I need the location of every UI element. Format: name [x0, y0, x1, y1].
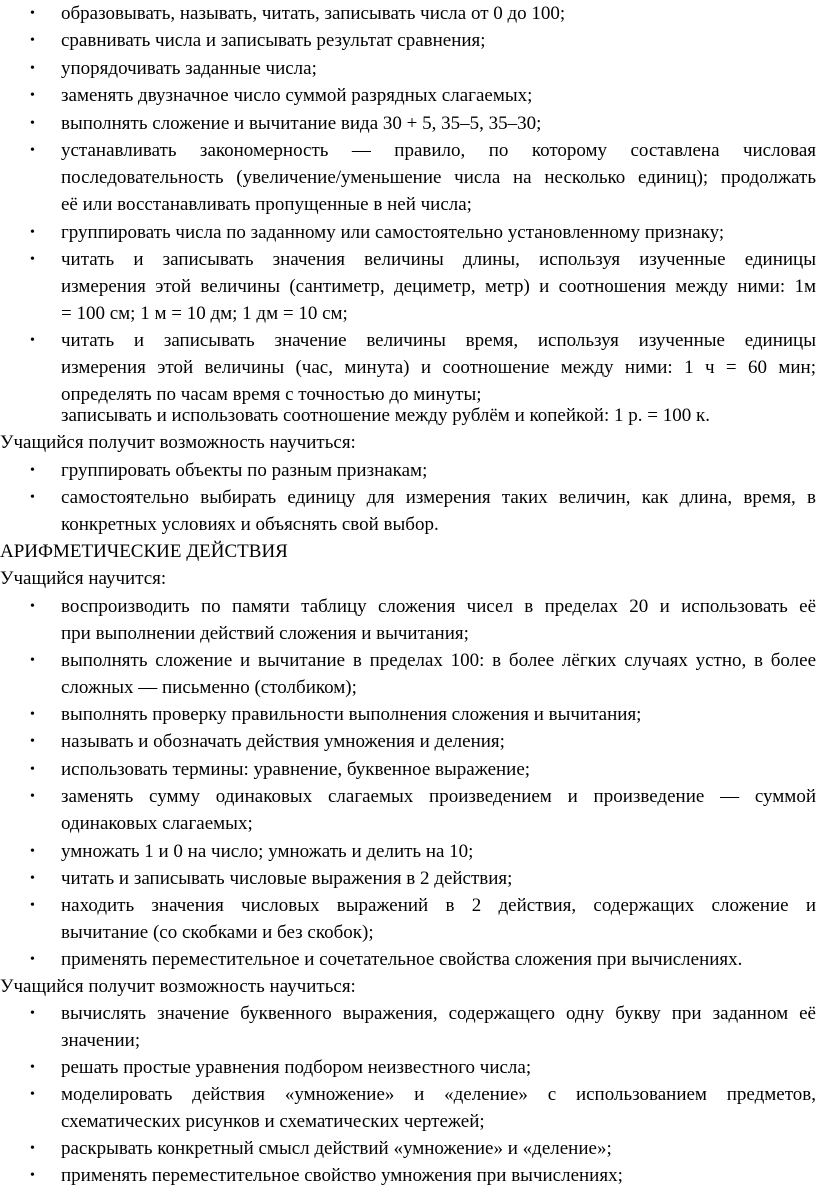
bullet-icon: • [30, 789, 35, 804]
list-item [0, 55, 816, 82]
list-item-text: самостоятельно выбирать единицу для измерения таких величин, как длина, время, в [61, 487, 816, 508]
list-item-text: выполнять сложение и вычитание вида 30 + 5, 35–5, 35–30; [61, 113, 542, 134]
list-item [0, 219, 816, 246]
bullet-icon: • [30, 1168, 35, 1183]
list-item-text: заменять сумму одинаковых слагаемых произведением и произведение — суммой [61, 786, 816, 807]
list-item [0, 1054, 816, 1081]
bullet-icon: • [30, 88, 35, 103]
list-item-text: = 100 см; 1 м = 10 дм; 1 дм = 10 см; [61, 303, 348, 324]
list-item [0, 137, 816, 218]
list-item-text: моделировать действия «умножение» и «деление» с использованием предметов, [61, 1084, 816, 1105]
bullet-icon: • [30, 225, 35, 240]
list-item-text: конкретных условиях и объяснять свой выбор. [61, 514, 439, 535]
bullet-icon: • [30, 1006, 35, 1021]
list-item [0, 484, 816, 538]
list-item-text: называть и обозначать действия умножения и деления; [61, 731, 505, 752]
bullet-icon: • [30, 653, 35, 668]
list-item-text: определять по часам время с точностью до минуты; [61, 384, 482, 405]
list-item-text: применять переместительное и сочетательное свойства сложения при вычислениях. [61, 949, 743, 970]
list-item-text: заменять двузначное число суммой разрядных слагаемых; [61, 85, 533, 106]
list-item [0, 892, 816, 946]
list-item [0, 838, 816, 865]
list-item [0, 728, 816, 755]
list-item-text: сравнивать числа и записывать результат сравнения; [61, 30, 486, 51]
bullet-icon: • [30, 333, 35, 348]
bullet-icon: • [30, 707, 35, 722]
list-item-text: вычитание (со скобками и без скобок); [61, 922, 374, 943]
list-item [0, 27, 816, 54]
list-item-text: раскрывать конкретный смысл действий «умножение» и «деление»; [61, 1138, 612, 1159]
list-item [0, 1135, 816, 1162]
list-item-text: измерения этой величины (сантиметр, дециметр, метр) и соотношения между ними: 1м [61, 276, 816, 297]
bullet-icon: • [30, 1060, 35, 1075]
list-item-text: устанавливать закономерность — правило, по которому составлена числовая [61, 140, 816, 161]
bullet-icon: • [30, 734, 35, 749]
bullet-icon: • [30, 490, 35, 505]
list-item-text: воспроизводить по памяти таблицу сложения чисел в пределах 20 и использовать её [61, 596, 816, 617]
subsection-label: Учащийся получит возможность научиться: [0, 432, 356, 453]
bullet-icon: • [30, 252, 35, 267]
list-item [0, 110, 816, 137]
bullet-icon: • [30, 952, 35, 967]
bullet-icon: • [30, 61, 35, 76]
list-item-text: значении; [61, 1030, 141, 1051]
bullet-icon: • [30, 599, 35, 614]
list-item [0, 593, 816, 647]
bullet-icon: • [30, 844, 35, 859]
list-item-text: умножать 1 и 0 на число; умножать и делить на 10; [61, 841, 474, 862]
bullet-icon: • [30, 871, 35, 886]
subsection-label: Учащийся научится: [0, 568, 167, 589]
list-item [0, 1081, 816, 1135]
bullet-icon: • [30, 116, 35, 131]
list-item [0, 457, 816, 484]
list-item [0, 701, 816, 728]
list-item [0, 756, 816, 783]
list-item [0, 783, 816, 837]
bullet-icon: • [30, 6, 35, 21]
bullet-icon: • [30, 463, 35, 478]
paragraph-line: записывать и использовать соотношение между рублём и копейкой: 1 р. = 100 к. [61, 405, 710, 426]
list-item-text: сложных — письменно (столбиком); [61, 677, 357, 698]
list-item-text: одинаковых слагаемых; [61, 813, 253, 834]
bullet-icon: • [30, 143, 35, 158]
list-item [0, 0, 816, 27]
list-item-text: находить значения числовых выражений в 2 действия, содержащих сложение и [61, 895, 816, 916]
list-item-text: при выполнении действий сложения и вычитания; [61, 623, 469, 644]
list-item [0, 1162, 816, 1189]
list-item-text: вычислять значение буквенного выражения, содержащего одну букву при заданном её [61, 1003, 816, 1024]
list-item [0, 327, 816, 408]
subsection-label: Учащийся получит возможность научиться: [0, 976, 356, 997]
list-item-text: схематических рисунков и схематических чертежей; [61, 1111, 485, 1132]
list-item-text: группировать объекты по разным признакам; [61, 460, 428, 481]
list-item-text: читать и записывать значения величины длины, используя изученные единицы [61, 249, 816, 270]
list-item [0, 246, 816, 327]
list-item-text: выполнять сложение и вычитание в пределах 100: в более лёгких случаях устно, в более [61, 650, 816, 671]
list-item-text: применять переместительное свойство умножения при вычислениях; [61, 1165, 623, 1186]
bullet-icon: • [30, 762, 35, 777]
list-item-text: измерения этой величины (час, минута) и соотношение между ними: 1 ч = 60 мин; [61, 357, 816, 378]
list-item-text: решать простые уравнения подбором неизвестного числа; [61, 1057, 532, 1078]
list-item-text: использовать термины: уравнение, буквенное выражение; [61, 759, 531, 780]
list-item [0, 647, 816, 701]
bullet-icon: • [30, 33, 35, 48]
list-item-text: читать и записывать значение величины время, используя изученные единицы [61, 330, 816, 351]
list-item-text: образовывать, называть, читать, записывать числа от 0 до 100; [61, 3, 566, 24]
list-item-text: выполнять проверку правильности выполнения сложения и вычитания; [61, 704, 642, 725]
bullet-icon: • [30, 1087, 35, 1102]
list-item-text: последовательность (увеличение/уменьшение числа на несколько единиц); продолжать [61, 167, 816, 188]
list-item-text: упорядочивать заданные числа; [61, 58, 317, 79]
list-item-text: группировать числа по заданному или самостоятельно установленному признаку; [61, 222, 725, 243]
bullet-icon: • [30, 898, 35, 913]
list-item [0, 1000, 816, 1054]
section-title: АРИФМЕТИЧЕСКИЕ ДЕЙСТВИЯ [0, 541, 288, 562]
list-item [0, 946, 816, 973]
list-item-text: её или восстанавливать пропущенные в ней числа; [61, 194, 472, 215]
list-item [0, 865, 816, 892]
bullet-icon: • [30, 1141, 35, 1156]
list-item-text: читать и записывать числовые выражения в 2 действия; [61, 868, 513, 889]
list-item [0, 82, 816, 109]
